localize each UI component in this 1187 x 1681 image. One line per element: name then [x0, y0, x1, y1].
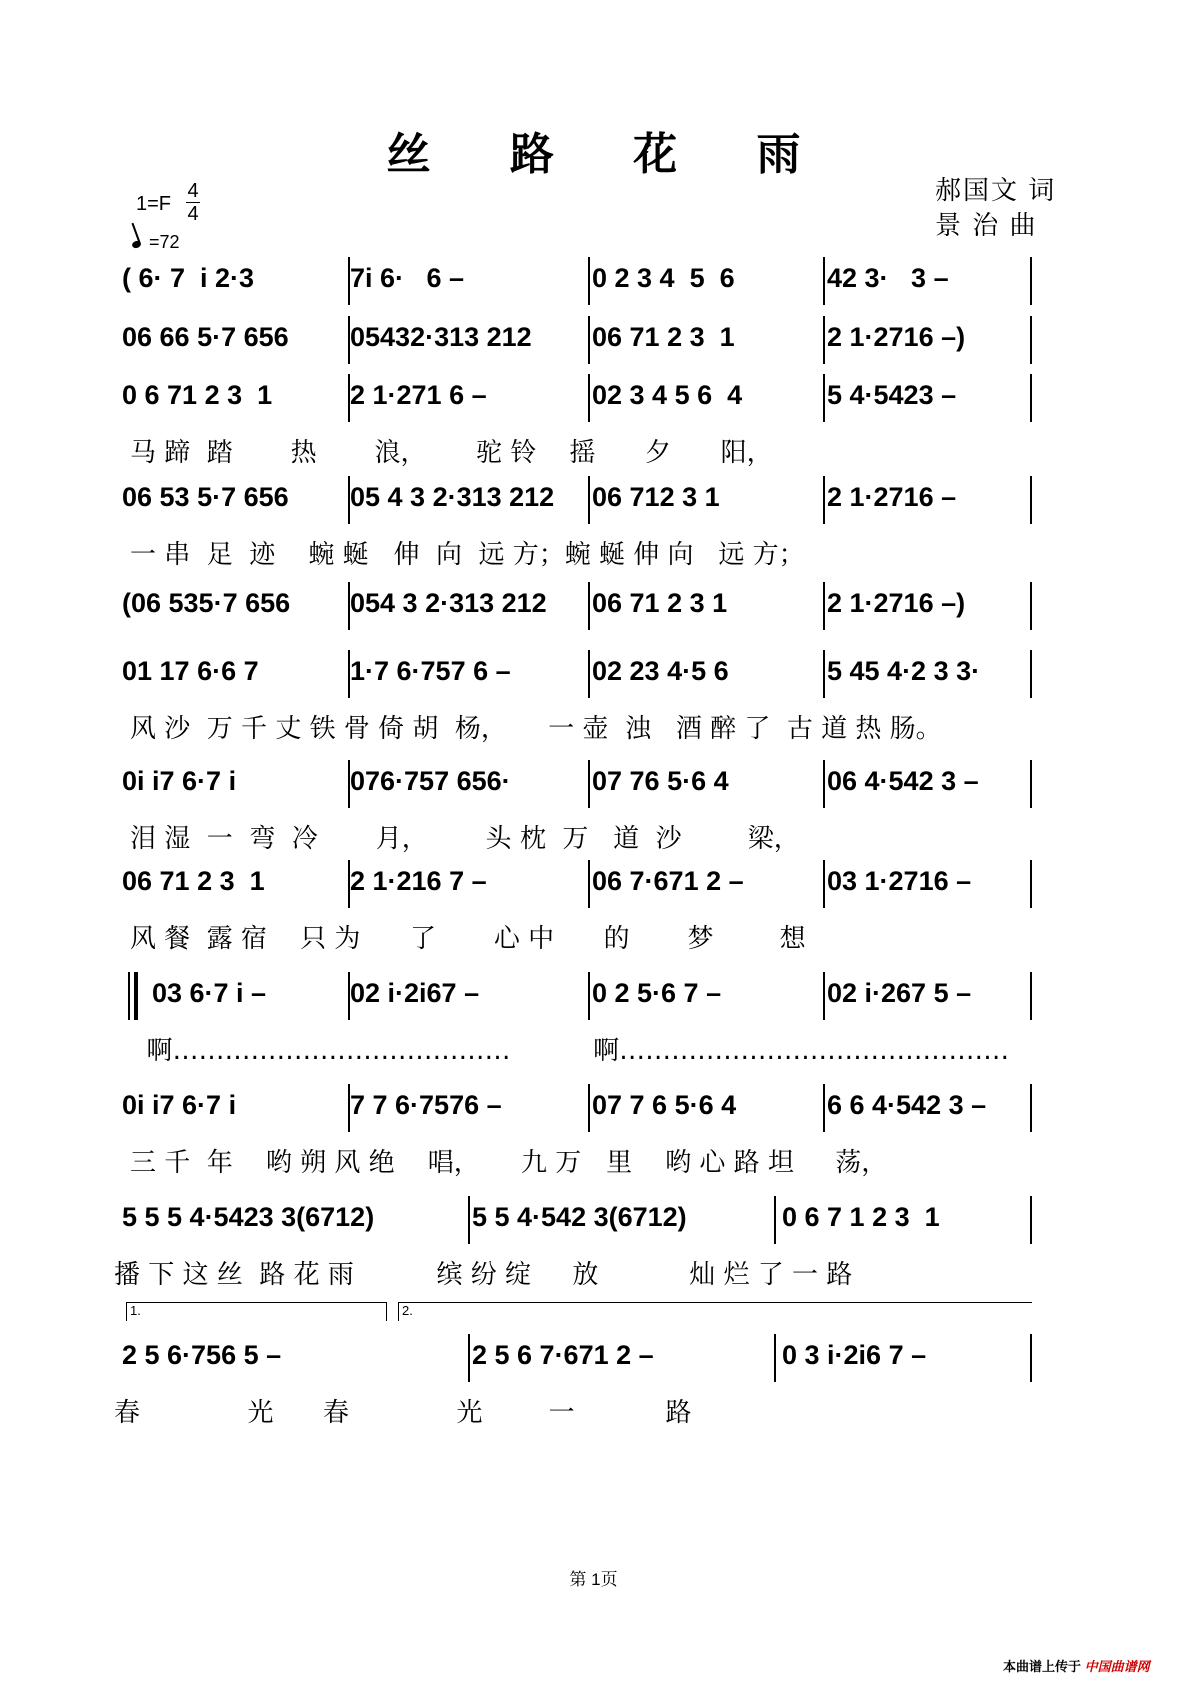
barline — [588, 650, 590, 698]
barline — [348, 582, 350, 630]
score-system — [122, 856, 1110, 966]
measure: 5 4·5423 – — [827, 380, 957, 410]
barline — [588, 860, 590, 908]
measure: 02 3 4 5 6 4 — [592, 380, 743, 410]
measure: 02 i·2i67 – — [350, 978, 480, 1008]
measure: 42 3· 3 – — [827, 263, 949, 293]
time-denominator: 4 — [187, 203, 199, 225]
composer-credit: 景 治 曲 — [935, 210, 1038, 240]
measure: 07 7 6 5·6 4 — [592, 1090, 737, 1120]
measure: 06 71 2 3 1 — [592, 588, 728, 618]
measure: (06 535·7 656 — [122, 588, 291, 618]
score-system — [122, 756, 1110, 866]
lyric-line: 播 下 这 丝 路 花 雨 缤 纷 绽 放 灿 烂 了 一 路 — [114, 1260, 853, 1290]
repeat-start-sign — [128, 972, 130, 1020]
barline — [1030, 650, 1032, 698]
measure: 2 5 6·756 5 – — [122, 1340, 282, 1370]
upload-credit — [1003, 1656, 1150, 1675]
score-system — [122, 968, 1110, 1078]
measure: 2 1·2716 –) — [827, 322, 966, 352]
measure: 7 7 6·7576 – — [350, 1090, 502, 1120]
lyric-line: 一 串 足 迹 蜿 蜒 伸 向 远 方；蜿 蜒 伸 向 远 方； — [130, 540, 805, 570]
lyric-line: 风 餐 露 宿 只 为 了 心 中 的 梦 想 — [130, 924, 806, 954]
barline — [348, 972, 350, 1020]
barline — [823, 257, 825, 305]
barline — [1030, 374, 1032, 422]
measure: 2 5 6 7·671 2 – — [472, 1340, 654, 1370]
lyric-line: 春 光 春 光 一 路 — [114, 1398, 692, 1428]
measure: 06 4·542 3 – — [827, 766, 979, 796]
quarter-note-icon — [131, 240, 142, 250]
measure: 0i i7 6·7 i — [122, 1090, 237, 1120]
page-number: 第 1页 — [569, 1570, 618, 1589]
barline — [774, 1196, 776, 1244]
measure: 06 71 2 3 1 — [122, 866, 265, 896]
barline — [1030, 257, 1032, 305]
measure: 06 66 5·7 656 — [122, 322, 289, 352]
barline — [823, 972, 825, 1020]
barline — [348, 374, 350, 422]
measure: 07 76 5·6 4 — [592, 766, 729, 796]
measure: 06 712 3 1 — [592, 482, 720, 512]
score-system — [122, 472, 1110, 582]
lyric-line: 泪 湿 一 弯 冷 月， 头 枕 万 道 沙 梁， — [130, 824, 800, 854]
tempo-value: =72 — [149, 232, 180, 252]
barline — [1030, 972, 1032, 1020]
measure: 5 45 4·2 3 3· — [827, 656, 981, 686]
lyric-line: 啊………………………………… 啊……………………………………… — [130, 1036, 1010, 1066]
measure: 0 2 5·6 7 – — [592, 978, 722, 1008]
barline — [1030, 860, 1032, 908]
barline — [1030, 1196, 1032, 1244]
measure: 2 1·2716 –) — [827, 588, 966, 618]
score-system — [114, 1192, 1110, 1302]
barline — [823, 582, 825, 630]
barline — [348, 860, 350, 908]
barline — [823, 650, 825, 698]
measure: 054 3 2·313 212 — [350, 588, 547, 618]
barline — [348, 257, 350, 305]
repeat-start-thick — [134, 972, 138, 1020]
time-signature — [186, 180, 200, 225]
key-signature: 1=F — [136, 193, 172, 215]
measure: 05432·313 212 — [350, 322, 532, 352]
upload-prefix: 本曲谱上传于 — [1003, 1659, 1082, 1674]
lyric-line: 马 蹄 踏 热 浪， 驼 铃 摇 夕 阳， — [130, 438, 773, 468]
measure: 5 5 4·542 3(6712) — [472, 1202, 687, 1232]
measure: 06 53 5·7 656 — [122, 482, 289, 512]
barline — [348, 476, 350, 524]
lyric-line: 三 千 年 哟 朔 风 绝 唱， 九 万 里 哟 心 路 坦 荡， — [130, 1148, 888, 1178]
barline — [1030, 476, 1032, 524]
barline — [348, 316, 350, 364]
measure: 5 5 5 4·5423 3(6712) — [122, 1202, 375, 1232]
barline — [348, 650, 350, 698]
barline — [774, 1334, 776, 1382]
barline — [823, 374, 825, 422]
barline — [348, 760, 350, 808]
time-numerator: 4 — [187, 180, 199, 202]
measure: 076·757 656· — [350, 766, 511, 796]
lyric-line: 风 沙 万 千 丈 铁 骨 倚 胡 杨， 一 壶 浊 酒 醉 了 古 道 热 肠。 — [130, 714, 942, 744]
barline — [468, 1196, 470, 1244]
measure: 0 6 7 1 2 3 1 — [782, 1202, 940, 1232]
barline — [588, 316, 590, 364]
barline — [1030, 1334, 1032, 1382]
measure: 7i 6· 6 – — [350, 263, 465, 293]
volta-2: 2. — [398, 1302, 1032, 1321]
measure: 06 7·671 2 – — [592, 866, 744, 896]
upload-site: 中国曲谱网 — [1084, 1659, 1150, 1674]
measure: 03 1·2716 – — [827, 866, 972, 896]
measure: 6 6 4·542 3 – — [827, 1090, 987, 1120]
barline — [588, 760, 590, 808]
measure: 0 3 i·2i6 7 – — [782, 1340, 927, 1370]
barline — [1030, 1084, 1032, 1132]
measure: 03 6·7 i – — [152, 978, 267, 1008]
lyricist-credit: 郝国文 词 — [935, 175, 1057, 205]
measure: 0 6 71 2 3 1 — [122, 380, 273, 410]
barline — [823, 1084, 825, 1132]
measure: ( 6· 7 i 2·3 — [122, 263, 255, 293]
barline — [823, 860, 825, 908]
barline — [823, 476, 825, 524]
volta-1: 1. — [126, 1302, 387, 1321]
barline — [588, 972, 590, 1020]
barline — [588, 582, 590, 630]
score-system — [122, 1080, 1110, 1190]
measure: 2 1·2716 – — [827, 482, 957, 512]
measure: 05 4 3 2·313 212 — [350, 482, 555, 512]
score-system — [122, 370, 1110, 480]
measure: 06 71 2 3 1 — [592, 322, 735, 352]
measure: 2 1·271 6 – — [350, 380, 487, 410]
barline — [1030, 760, 1032, 808]
barline — [468, 1334, 470, 1382]
measure: 02 23 4·5 6 — [592, 656, 729, 686]
barline — [588, 374, 590, 422]
score-system — [122, 646, 1110, 756]
barline — [588, 257, 590, 305]
measure: 0i i7 6·7 i — [122, 766, 237, 796]
barline — [1030, 316, 1032, 364]
barline — [588, 476, 590, 524]
measure: 0 2 3 4 5 6 — [592, 263, 735, 293]
barline — [823, 760, 825, 808]
barline — [588, 1084, 590, 1132]
barline — [823, 316, 825, 364]
measure: 02 i·267 5 – — [827, 978, 972, 1008]
measure: 01 17 6·6 7 — [122, 656, 259, 686]
barline — [348, 1084, 350, 1132]
barline — [1030, 582, 1032, 630]
score-system — [114, 1303, 1110, 1440]
measure: 1·7 6·757 6 – — [350, 656, 511, 686]
song-title: 丝 路 花 雨 — [386, 129, 833, 180]
tempo-mark — [132, 232, 180, 253]
measure: 2 1·216 7 – — [350, 866, 487, 896]
